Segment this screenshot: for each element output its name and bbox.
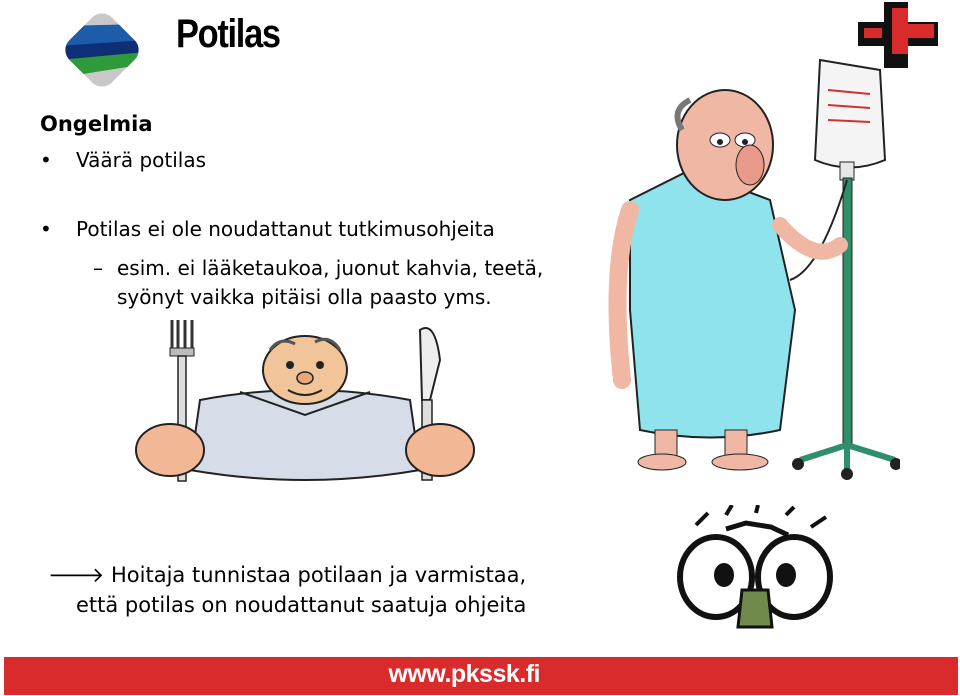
- bullet-text: Väärä potilas: [76, 148, 207, 172]
- conclusion-line: [48, 590, 526, 620]
- conclusion-line-2: että potilas on noudattanut saatuja ohjeita: [76, 593, 527, 617]
- conclusion-line-1: Hoitaja tunnistaa potilaan ja varmistaa,: [111, 563, 527, 587]
- arrow-right-icon: 🡒: [48, 563, 105, 587]
- sub-bullet-text: esim. ei lääketaukoa, juonut kahvia, teetä, syönyt vaikka pitäisi olla paasto yms.: [117, 256, 544, 309]
- bullet-marker: •: [40, 217, 52, 241]
- page-title: Potilas: [176, 12, 280, 56]
- conclusion-line: [48, 560, 526, 590]
- footer-url[interactable]: www.pkssk.fi: [388, 660, 540, 688]
- sick-patient-with-iv-illustration: [600, 50, 900, 490]
- section-heading: Ongelmia: [40, 112, 153, 136]
- bullet-marker: •: [40, 148, 52, 172]
- startled-eyes-illustration: [676, 505, 834, 635]
- bullet-text: Potilas ei ole noudattanut tutkimusohjeita: [76, 217, 495, 241]
- sub-bullet-marker: –: [93, 256, 103, 280]
- conclusion-text: [48, 560, 526, 620]
- diamond-logo-icon: [58, 6, 146, 94]
- hungry-diner-illustration: [130, 320, 480, 490]
